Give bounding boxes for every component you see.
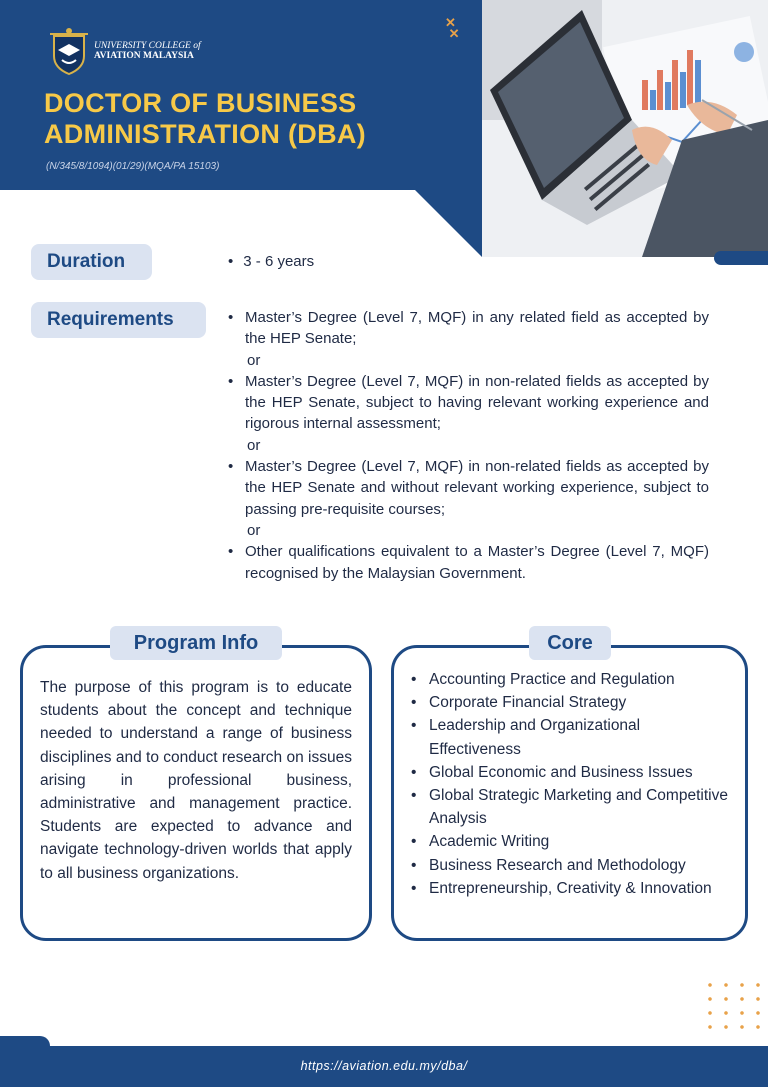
crest-icon: [48, 26, 90, 76]
footer-bar: [0, 1046, 768, 1087]
core-item: • Global Strategic Marketing and Competitive Analysis: [411, 784, 731, 830]
core-label: Core: [529, 626, 611, 660]
core-item: • Business Research and Methodology: [411, 854, 731, 877]
core-item: • Accounting Practice and Regulation: [411, 668, 731, 691]
core-item: • Entrepreneurship, Creativity & Innovation: [411, 877, 731, 900]
institution-logo: [48, 26, 201, 76]
core-item: • Academic Writing: [411, 830, 731, 853]
institution-name-line2: AVIATION MALAYSIA: [94, 51, 194, 61]
requirement-separator: or: [247, 351, 261, 369]
core-item: • Global Economic and Business Issues: [411, 761, 731, 784]
requirement-item: • Master’s Degree (Level 7, MQF) in non-related fields as accepted by the HEP Senate, subject to having relevant working experience and rigorous internal assessment;: [228, 371, 709, 435]
requirement-item: • Other qualifications equivalent to a Master’s Degree (Level 7, MQF) recognised by the Malaysian Government.: [228, 541, 709, 584]
program-info-text: The purpose of this program is to educate students about the concept and technique needed to understand a range of business disciplines and to conduct research on issues arising in professional business, administrative and management practice. Students are expected to advance and navigate technology-driven worlds that apply to all business organizations.: [40, 679, 352, 882]
core-list: [411, 668, 731, 900]
duration-label: Duration: [31, 244, 152, 280]
institution-name-line1: UNIVERSITY COLLEGE: [94, 41, 191, 51]
footer-url-link[interactable]: https://aviation.edu.my/dba/: [300, 1058, 468, 1073]
page-title-line2: ADMINISTRATION (DBA): [44, 119, 366, 149]
requirement-separator: or: [247, 436, 261, 454]
institution-name-of: of: [193, 41, 201, 51]
page-title-line1: DOCTOR OF BUSINESS: [44, 88, 357, 118]
requirement-item: • Master’s Degree (Level 7, MQF) in non-related fields as accepted by the HEP Senate and without relevant working experience, subject to passing pre-requisite courses;: [228, 456, 709, 520]
requirement-item: • Master’s Degree (Level 7, MQF) in any related field as accepted by the HEP Senate;: [228, 307, 709, 350]
hero-photo: [482, 0, 768, 257]
decorative-cross-icon: ✕ ✕: [445, 15, 460, 41]
requirements-label: Requirements: [31, 302, 206, 338]
photo-accent-bar: [714, 251, 768, 265]
requirements-list: [228, 307, 709, 584]
page-title: [44, 88, 366, 150]
accreditation-code: (N/345/8/1094)(01/29)(MQA/PA 15103): [46, 161, 220, 172]
core-item: • Leadership and Organizational Effectiveness: [411, 714, 731, 760]
laptop-chart-illustration: [482, 0, 768, 257]
requirement-separator: or: [247, 521, 261, 539]
duration-value: • 3 - 6 years: [228, 253, 314, 270]
decorative-dot-grid: [702, 978, 766, 1034]
core-item: • Corporate Financial Strategy: [411, 691, 731, 714]
program-info-label: Program Info: [110, 626, 282, 660]
header-corner-triangle: [415, 190, 482, 257]
institution-name: [94, 41, 201, 61]
